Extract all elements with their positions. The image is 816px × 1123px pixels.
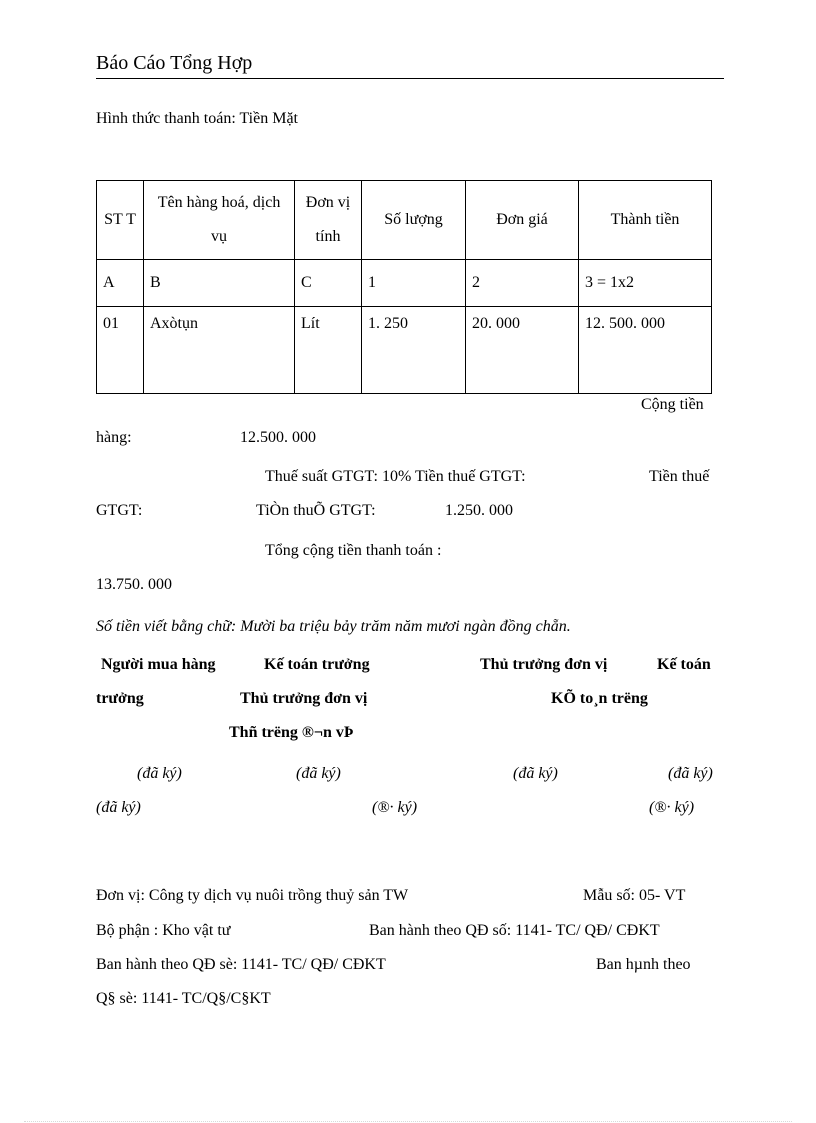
department: Bộ phận : Kho vật tư bbox=[96, 922, 231, 939]
vat-rate-line: Thuế suất GTGT: 10% Tiền thuế GTGT: bbox=[265, 468, 526, 485]
issued-by: Ban hành theo QĐ số: 1141- TC/ QĐ/ CĐKT bbox=[369, 922, 660, 939]
table-cell: 20. 000 bbox=[466, 307, 579, 394]
gtgt-label: GTGT: bbox=[96, 502, 143, 519]
header-divider bbox=[96, 78, 724, 79]
column-header-stt: ST T bbox=[97, 181, 144, 260]
table-row bbox=[97, 307, 712, 394]
table-header-row bbox=[97, 181, 712, 260]
garbled-accountant: KÕ to¸n trëng bbox=[551, 690, 648, 707]
signature-director: Thủ trưởng đơn vị bbox=[480, 656, 608, 673]
page-title: Báo Cáo Tổng Hợp bbox=[96, 52, 253, 74]
garbled-issued-cont: Q§ sè: 1141- TC/Q§/C§KT bbox=[96, 990, 271, 1007]
cong-tien-label: Cộng tiền bbox=[641, 396, 704, 413]
grand-total-value: 13.750. 000 bbox=[96, 576, 172, 593]
table-cell: B bbox=[144, 260, 295, 307]
table-cell: Lít bbox=[295, 307, 362, 394]
garbled-signed-note: (®· ký) bbox=[372, 799, 418, 816]
hang-value: 12.500. 000 bbox=[240, 429, 316, 446]
unit-name: Đơn vị: Công ty dịch vụ nuôi trồng thuỷ sản TW bbox=[96, 887, 409, 904]
garbled-vat-label: TiÒn thuÕ GTGT: bbox=[256, 502, 376, 519]
table-cell: 01 bbox=[97, 307, 144, 394]
signature-accountant-right: Kế toán bbox=[657, 656, 711, 673]
signature-director-2: Thủ trưởng đơn vị bbox=[240, 690, 368, 707]
table-cell: 2 bbox=[466, 260, 579, 307]
garbled-director: Thñ trëng ®¬n vÞ bbox=[229, 724, 354, 741]
column-header-name: Tên hàng hoá, dịch vụ bbox=[144, 181, 295, 260]
table-cell: 3 = 1x2 bbox=[579, 260, 712, 307]
vat-value: 1.250. 000 bbox=[445, 502, 513, 519]
signed-note: (đã ký) bbox=[296, 765, 341, 782]
table-cell: A bbox=[97, 260, 144, 307]
garbled-issued-right: Ban hµnh theo bbox=[596, 956, 691, 973]
column-header-price: Đơn giá bbox=[466, 181, 579, 260]
table-cell: 1 bbox=[362, 260, 466, 307]
signed-note: (đã ký) bbox=[137, 765, 182, 782]
tien-thue-label: Tiền thuế bbox=[649, 468, 710, 485]
garbled-issued-by: Ban hành theo QĐ sè: 1141- TC/ QĐ/ CĐKT bbox=[96, 956, 386, 973]
signed-note: (đã ký) bbox=[513, 765, 558, 782]
table-cell: 1. 250 bbox=[362, 307, 466, 394]
column-header-unit: Đơn vị tính bbox=[295, 181, 362, 260]
table-cell: C bbox=[295, 260, 362, 307]
signature-buyer: Người mua hàng bbox=[101, 656, 216, 673]
signed-note: (đã ký) bbox=[668, 765, 713, 782]
goods-table bbox=[96, 180, 712, 394]
amount-in-words: Số tiền viết bằng chữ: Mười ba triệu bảy trăm năm mươi ngàn đồng chẵn. bbox=[96, 618, 571, 635]
hang-label: hàng: bbox=[96, 429, 132, 446]
table-cell: Axòtụn bbox=[144, 307, 295, 394]
signature-accountant: Kế toán trưởng bbox=[264, 656, 370, 673]
page-bottom-divider bbox=[24, 1121, 792, 1122]
signed-note: (đã ký) bbox=[96, 799, 141, 816]
column-header-amount: Thành tiền bbox=[579, 181, 712, 260]
table-cell: 12. 500. 000 bbox=[579, 307, 712, 394]
signature-truong: trưởng bbox=[96, 690, 144, 707]
payment-method: Hình thức thanh toán: Tiền Mặt bbox=[96, 110, 298, 127]
garbled-signed-note: (®· ký) bbox=[649, 799, 695, 816]
form-number: Mẫu số: 05- VT bbox=[583, 887, 686, 904]
column-header-quantity: Số lượng bbox=[362, 181, 466, 260]
table-row bbox=[97, 260, 712, 307]
grand-total-label: Tổng cộng tiền thanh toán : bbox=[265, 542, 442, 559]
